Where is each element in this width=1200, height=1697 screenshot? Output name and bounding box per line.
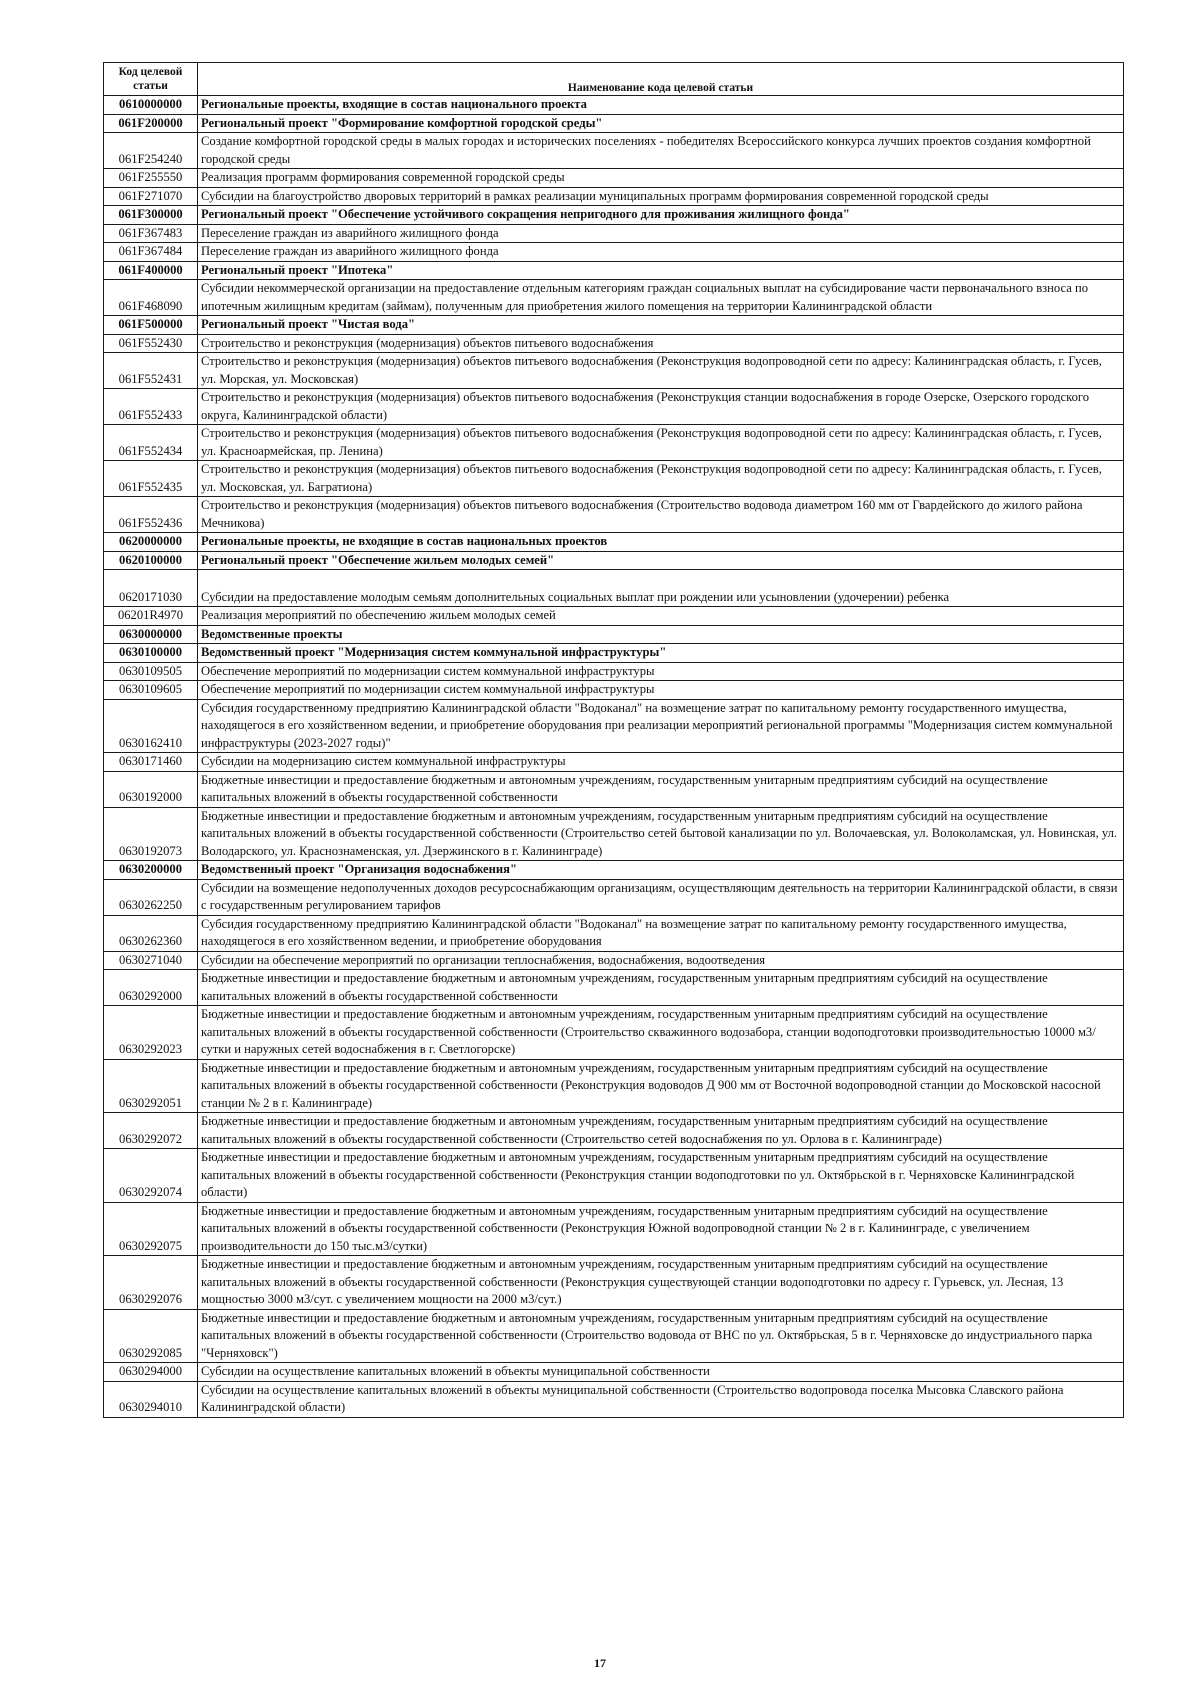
target-name-cell: Ведомственные проекты (198, 625, 1124, 644)
target-code-cell: 0620000000 (104, 533, 198, 552)
table-row (104, 644, 1124, 663)
target-name-cell: Субсидии на модернизацию систем коммунальной инфраструктуры (198, 753, 1124, 772)
target-name-cell: Обеспечение мероприятий по модернизации систем коммунальной инфраструктуры (198, 681, 1124, 700)
table-row (104, 187, 1124, 206)
target-name-cell: Региональные проекты, входящие в состав национального проекта (198, 96, 1124, 115)
target-code-cell: 061F367483 (104, 224, 198, 243)
target-code-cell: 061F552435 (104, 461, 198, 497)
table-row (104, 316, 1124, 335)
target-name-cell: Ведомственный проект "Организация водоснабжения" (198, 861, 1124, 880)
target-name-cell: Бюджетные инвестиции и предоставление бюджетным и автономным учреждениям, государственным унитарным предприятиям субсидий на осуществление капитальных вложений в объекты государственной собственности (Реконструкция Южной водопроводной станции № 2 в г. Калининграде, с увеличением производительности до 150 тыс.м3/сутки) (198, 1202, 1124, 1256)
target-name-cell: Строительство и реконструкция (модернизация) объектов питьевого водоснабжения (Строительство водовода диаметром 160 мм от Гвардейского до жилого района Мечникова) (198, 497, 1124, 533)
target-code-cell: 061F367484 (104, 243, 198, 262)
target-name-cell: Субсидия государственному предприятию Калининградской области "Водоканал" на возмещение затрат по капитальному ремонту государственного имущества, находящегося в его хозяйственном ведении, и приобретение оборудования (198, 915, 1124, 951)
target-code-cell: 0630192000 (104, 771, 198, 807)
table-row (104, 206, 1124, 225)
table-row (104, 551, 1124, 570)
target-name-cell: Региональные проекты, не входящие в состав национальных проектов (198, 533, 1124, 552)
target-code-cell: 0630262250 (104, 879, 198, 915)
target-code-cell: 061F400000 (104, 261, 198, 280)
target-code-cell: 0630262360 (104, 915, 198, 951)
target-code-cell: 0630000000 (104, 625, 198, 644)
table-row (104, 570, 1124, 607)
target-name-cell: Субсидии на обеспечение мероприятий по организации теплоснабжения, водоснабжения, водоотведения (198, 951, 1124, 970)
table-header-row (104, 63, 1124, 96)
table-row (104, 607, 1124, 626)
table-row (104, 1363, 1124, 1382)
table-row (104, 915, 1124, 951)
target-name-cell: Субсидии на возмещение недополученных доходов ресурсоснабжающим организациям, осуществляющим деятельность на территории Калининградской области, в связи с государственным регулированием тарифов (198, 879, 1124, 915)
target-code-cell: 0630292085 (104, 1309, 198, 1363)
target-code-cell: 0630292000 (104, 970, 198, 1006)
table-row (104, 425, 1124, 461)
table-row (104, 951, 1124, 970)
table-row (104, 662, 1124, 681)
target-name-cell: Бюджетные инвестиции и предоставление бюджетным и автономным учреждениям, государственным унитарным предприятиям субсидий на осуществление капитальных вложений в объекты государственной собственности (Строительство сетей бытовой канализации по ул. Волочаевская, ул. Волоколамская, ул. Новинская, ул. Володарского, ул. Краснознаменская, ул. Дзержинского в г. Калининграде) (198, 807, 1124, 861)
table-row (104, 261, 1124, 280)
target-code-cell: 06201R4970 (104, 607, 198, 626)
target-code-cell: 0630271040 (104, 951, 198, 970)
table-row (104, 1149, 1124, 1203)
target-code-cell: 0610000000 (104, 96, 198, 115)
target-code-cell: 0630200000 (104, 861, 198, 880)
target-name-cell: Строительство и реконструкция (модернизация) объектов питьевого водоснабжения (Реконструкция станции водоснабжения в городе Озерске, Озерского городского округа, Калининградской области) (198, 389, 1124, 425)
target-name-cell: Бюджетные инвестиции и предоставление бюджетным и автономным учреждениям, государственным унитарным предприятиям субсидий на осуществление капитальных вложений в объекты государственной собственности (Строительство скважинного водозабора, станции водоподготовки производительностью 10000 м3/сутки и наружных сетей водоснабжения в г. Светлогорске) (198, 1006, 1124, 1060)
table-row (104, 334, 1124, 353)
target-name-cell: Создание комфортной городской среды в малых городах и исторических поселениях - победителях Всероссийского конкурса лучших проектов создания комфортной городской среды (198, 133, 1124, 169)
table-row (104, 861, 1124, 880)
target-code-cell: 0630109505 (104, 662, 198, 681)
target-name-cell: Субсидии на предоставление молодым семьям дополнительных социальных выплат при рождении или усыновлении (удочерении) ребенка (198, 570, 1124, 607)
table-body (104, 96, 1124, 1418)
target-code-table (103, 62, 1124, 1418)
table-row (104, 1381, 1124, 1417)
target-code-cell: 061F255550 (104, 169, 198, 188)
table-row (104, 1113, 1124, 1149)
table-row (104, 243, 1124, 262)
target-code-cell: 0630192073 (104, 807, 198, 861)
table-row (104, 1202, 1124, 1256)
target-name-cell: Строительство и реконструкция (модернизация) объектов питьевого водоснабжения (Реконструкция водопроводной сети по адресу: Калининградская область, г. Гусев, ул. Морская, ул. Московская) (198, 353, 1124, 389)
target-code-cell: 061F468090 (104, 280, 198, 316)
table-row (104, 224, 1124, 243)
target-code-cell: 0630294000 (104, 1363, 198, 1382)
target-name-cell: Региональный проект "Ипотека" (198, 261, 1124, 280)
target-name-cell: Региональный проект "Чистая вода" (198, 316, 1124, 335)
table-row (104, 681, 1124, 700)
page-number: 17 (594, 1656, 606, 1670)
table-row (104, 879, 1124, 915)
target-name-cell: Бюджетные инвестиции и предоставление бюджетным и автономным учреждениям, государственным унитарным предприятиям субсидий на осуществление капитальных вложений в объекты государственной собственности (Реконструкция водоводов Д 900 мм от Восточной водопроводной станции до Московской насосной станции № 2 в г. Калининграде) (198, 1059, 1124, 1113)
table-row (104, 753, 1124, 772)
target-code-cell: 0620100000 (104, 551, 198, 570)
target-name-cell: Переселение граждан из аварийного жилищного фонда (198, 224, 1124, 243)
table-row (104, 133, 1124, 169)
target-code-cell: 061F552433 (104, 389, 198, 425)
target-name-cell: Бюджетные инвестиции и предоставление бюджетным и автономным учреждениям, государственным унитарным предприятиям субсидий на осуществление капитальных вложений в объекты государственной собственности (Реконструкция станции водоподготовки по ул. Октябрьской в г. Черняховске Калининградской области) (198, 1149, 1124, 1203)
target-code-cell: 061F271070 (104, 187, 198, 206)
target-code-cell: 0630171460 (104, 753, 198, 772)
table-row (104, 114, 1124, 133)
target-name-cell: Строительство и реконструкция (модернизация) объектов питьевого водоснабжения (198, 334, 1124, 353)
target-code-cell: 0630292075 (104, 1202, 198, 1256)
target-name-cell: Бюджетные инвестиции и предоставление бюджетным и автономным учреждениям, государственным унитарным предприятиям субсидий на осуществление капитальных вложений в объекты государственной собственности (198, 771, 1124, 807)
target-code-cell: 0630292076 (104, 1256, 198, 1310)
table-row (104, 1309, 1124, 1363)
target-code-cell: 061F552434 (104, 425, 198, 461)
target-code-cell: 0630292074 (104, 1149, 198, 1203)
target-name-cell: Региональный проект "Обеспечение устойчивого сокращения непригодного для проживания жилищного фонда" (198, 206, 1124, 225)
target-name-cell: Бюджетные инвестиции и предоставление бюджетным и автономным учреждениям, государственным унитарным предприятиям субсидий на осуществление капитальных вложений в объекты государственной собственности (Строительство сетей водоснабжения по ул. Орлова в г. Калининграде) (198, 1113, 1124, 1149)
table-row (104, 1006, 1124, 1060)
target-name-cell: Субсидии на благоустройство дворовых территорий в рамках реализации муниципальных программ формирования современной городской среды (198, 187, 1124, 206)
target-code-cell: 061F254240 (104, 133, 198, 169)
table-row (104, 389, 1124, 425)
target-code-cell: 0630162410 (104, 699, 198, 753)
target-code-cell: 061F552431 (104, 353, 198, 389)
column-header-code: Код целевой статьи (104, 63, 198, 96)
target-name-cell: Региональный проект "Формирование комфортной городской среды" (198, 114, 1124, 133)
target-name-cell: Бюджетные инвестиции и предоставление бюджетным и автономным учреждениям, государственным унитарным предприятиям субсидий на осуществление капитальных вложений в объекты государственной собственности (Строительство водовода от ВНС по ул. Октябрьская, 5 в г. Черняховске до индустриального парка "Черняховск") (198, 1309, 1124, 1363)
target-name-cell: Строительство и реконструкция (модернизация) объектов питьевого водоснабжения (Реконструкция водопроводной сети по адресу: Калининградская область, г. Гусев, ул. Московская, ул. Багратиона) (198, 461, 1124, 497)
target-name-cell: Бюджетные инвестиции и предоставление бюджетным и автономным учреждениям, государственным унитарным предприятиям субсидий на осуществление капитальных вложений в объекты государственной собственности (Реконструкция существующей станции водоподготовки по адресу г. Гурьевск, ул. Лесная, 13 мощностью 3000 м3/сут. с увеличением мощности на 2000 м3/сут.) (198, 1256, 1124, 1310)
table-row (104, 1256, 1124, 1310)
target-code-cell: 061F552430 (104, 334, 198, 353)
table-row (104, 807, 1124, 861)
target-code-cell: 0630100000 (104, 644, 198, 663)
table-row (104, 96, 1124, 115)
target-name-cell: Субсидии на осуществление капитальных вложений в объекты муниципальной собственности (198, 1363, 1124, 1382)
table-row (104, 497, 1124, 533)
target-name-cell: Субсидии на осуществление капитальных вложений в объекты муниципальной собственности (Строительство водопровода поселка Мысовка Славского района Калининградской области) (198, 1381, 1124, 1417)
target-name-cell: Реализация программ формирования современной городской среды (198, 169, 1124, 188)
target-code-cell: 061F200000 (104, 114, 198, 133)
column-header-name: Наименование кода целевой статьи (198, 63, 1124, 96)
target-code-cell: 0630294010 (104, 1381, 198, 1417)
target-code-cell: 0630109605 (104, 681, 198, 700)
target-code-cell: 061F500000 (104, 316, 198, 335)
table-row (104, 353, 1124, 389)
table-row (104, 1059, 1124, 1113)
table-row (104, 461, 1124, 497)
target-code-cell: 061F552436 (104, 497, 198, 533)
table-row (104, 280, 1124, 316)
target-name-cell: Строительство и реконструкция (модернизация) объектов питьевого водоснабжения (Реконструкция водопроводной сети по адресу: Калининградская область, г. Гусев, ул. Красноармейская, пр. Ленина) (198, 425, 1124, 461)
target-name-cell: Ведомственный проект "Модернизация систем коммунальной инфраструктуры" (198, 644, 1124, 663)
table-row (104, 771, 1124, 807)
target-name-cell: Региональный проект "Обеспечение жильем молодых семей" (198, 551, 1124, 570)
target-name-cell: Бюджетные инвестиции и предоставление бюджетным и автономным учреждениям, государственным унитарным предприятиям субсидий на осуществление капитальных вложений в объекты государственной собственности (198, 970, 1124, 1006)
target-name-cell: Субсидии некоммерческой организации на предоставление отдельным категориям граждан социальных выплат на субсидирование части первоначального взноса по ипотечным жилищным кредитам (займам), полученным для приобретения жилого помещения на территории Калининградской области (198, 280, 1124, 316)
target-name-cell: Обеспечение мероприятий по модернизации систем коммунальной инфраструктуры (198, 662, 1124, 681)
target-code-cell: 0630292051 (104, 1059, 198, 1113)
target-code-cell: 061F300000 (104, 206, 198, 225)
target-name-cell: Переселение граждан из аварийного жилищного фонда (198, 243, 1124, 262)
table-row (104, 970, 1124, 1006)
target-code-cell: 0630292023 (104, 1006, 198, 1060)
target-name-cell: Реализация мероприятий по обеспечению жильем молодых семей (198, 607, 1124, 626)
target-name-cell: Субсидия государственному предприятию Калининградской области "Водоканал" на возмещение затрат по капитальному ремонту государственного имущества, находящегося в его хозяйственном ведении, и приобретение оборудования при реализации мероприятий региональной программы "Модернизация систем коммунальной инфраструктуры (2023-2027 годы)" (198, 699, 1124, 753)
target-code-cell: 0620171030 (104, 570, 198, 607)
table-row (104, 533, 1124, 552)
table-row (104, 699, 1124, 753)
table-row (104, 625, 1124, 644)
target-code-cell: 0630292072 (104, 1113, 198, 1149)
table-row (104, 169, 1124, 188)
